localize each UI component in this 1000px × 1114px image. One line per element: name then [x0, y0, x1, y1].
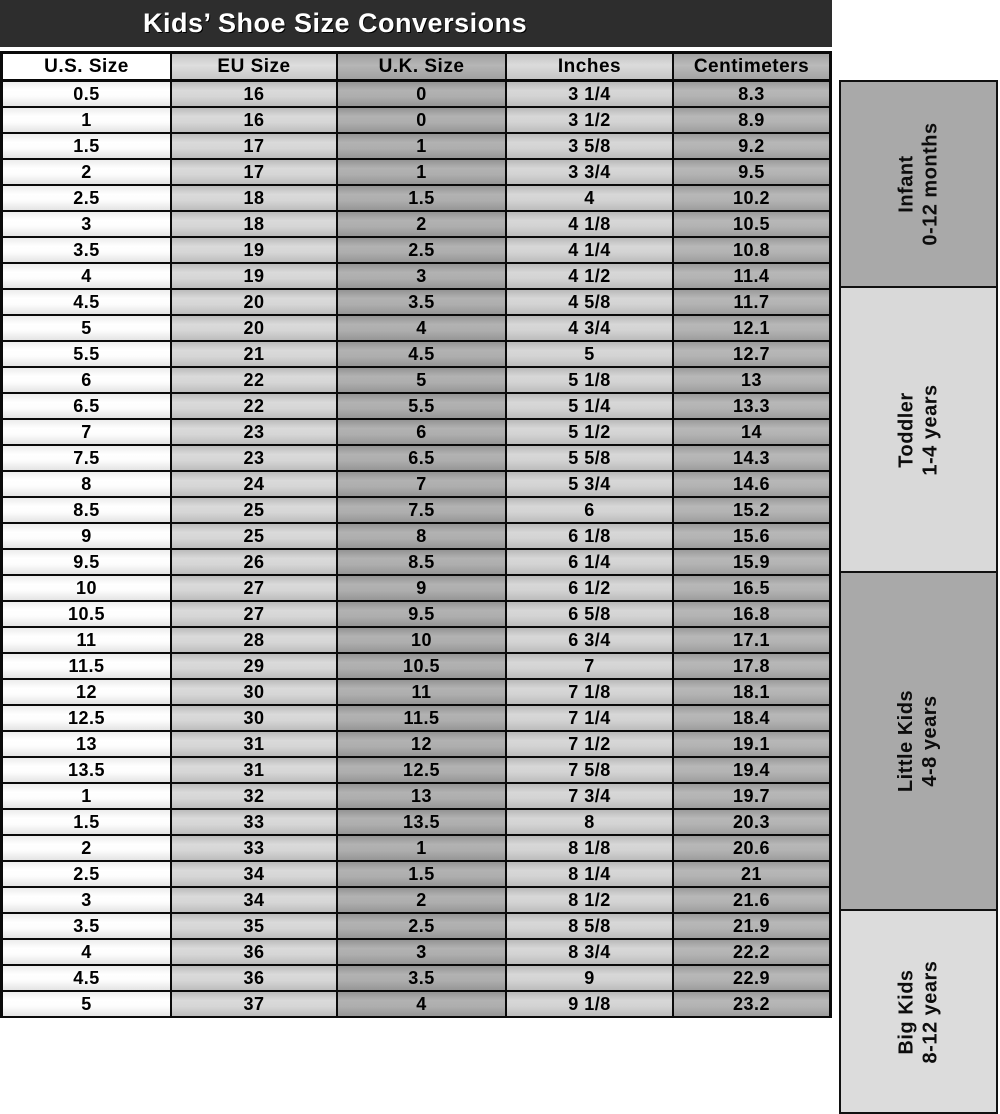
table-cell: 20: [172, 316, 338, 342]
table-cell: 5: [3, 316, 172, 342]
table-cell: 12.7: [674, 342, 829, 368]
table-cell: 4 1/2: [507, 264, 674, 290]
table-cell: 14: [674, 420, 829, 446]
table-cell: 2: [3, 160, 172, 186]
table-cell: 4.5: [338, 342, 507, 368]
table-row: [3, 82, 829, 108]
table-cell: 11: [3, 628, 172, 654]
table-cell: 7.5: [338, 498, 507, 524]
age-group-name: Little Kids: [895, 689, 918, 793]
column-header-eu-size: EU Size: [172, 54, 338, 82]
table-row: [3, 940, 829, 966]
table-row: [3, 758, 829, 784]
table-cell: 8 1/2: [507, 888, 674, 914]
table-cell: 5: [338, 368, 507, 394]
table-cell: 24: [172, 472, 338, 498]
table-cell: 33: [172, 810, 338, 836]
table-cell: 5 1/8: [507, 368, 674, 394]
table-cell: 10.5: [674, 212, 829, 238]
table-cell: 11.7: [674, 290, 829, 316]
table-row: [3, 420, 829, 446]
table-cell: 27: [172, 576, 338, 602]
table-cell: 11.5: [3, 654, 172, 680]
page-title: Kids’ Shoe Size Conversions: [143, 8, 528, 38]
table-cell: 29: [172, 654, 338, 680]
table-cell: 6 5/8: [507, 602, 674, 628]
table-cell: 3: [3, 212, 172, 238]
table-header-row: [3, 54, 829, 82]
table-row: [3, 264, 829, 290]
table-row: [3, 784, 829, 810]
table-row: [3, 290, 829, 316]
table-cell: 10.2: [674, 186, 829, 212]
table-cell: 8 5/8: [507, 914, 674, 940]
table-cell: 4.5: [3, 966, 172, 992]
table-cell: 10.8: [674, 238, 829, 264]
table-row: [3, 160, 829, 186]
table-cell: 36: [172, 940, 338, 966]
table-cell: 3 1/2: [507, 108, 674, 134]
table-cell: 7 1/4: [507, 706, 674, 732]
table-cell: 4: [507, 186, 674, 212]
table-row: [3, 472, 829, 498]
table-cell: 19.1: [674, 732, 829, 758]
table-row: [3, 524, 829, 550]
age-group-range: 8-12 years: [919, 960, 942, 1063]
table-cell: 9.5: [674, 160, 829, 186]
table-cell: 22: [172, 394, 338, 420]
table-cell: 15.6: [674, 524, 829, 550]
table-cell: 5 5/8: [507, 446, 674, 472]
table-cell: 13.5: [338, 810, 507, 836]
table-cell: 23: [172, 446, 338, 472]
table-cell: 13.5: [3, 758, 172, 784]
table-cell: 2.5: [3, 186, 172, 212]
table-cell: 7: [507, 654, 674, 680]
table-cell: 3: [3, 888, 172, 914]
table-cell: 6.5: [338, 446, 507, 472]
table-cell: 10: [338, 628, 507, 654]
table-row: [3, 368, 829, 394]
age-group-label: [895, 384, 943, 475]
table-row: [3, 836, 829, 862]
table-cell: 15.9: [674, 550, 829, 576]
table-cell: 2: [3, 836, 172, 862]
table-cell: 12: [338, 732, 507, 758]
table-cell: 11.5: [338, 706, 507, 732]
column-header-centimeters: Centimeters: [674, 54, 829, 82]
age-group-label: [895, 122, 943, 245]
table-row: [3, 186, 829, 212]
table-row: [3, 576, 829, 602]
conversion-table: [0, 51, 832, 1018]
table-cell: 37: [172, 992, 338, 1018]
age-group-big-kids: [839, 909, 998, 1114]
table-cell: 6: [3, 368, 172, 394]
table-cell: 9: [3, 524, 172, 550]
table-row: [3, 316, 829, 342]
age-group-label: [894, 690, 942, 792]
table-cell: 27: [172, 602, 338, 628]
table-row: [3, 446, 829, 472]
table-cell: 4: [338, 316, 507, 342]
table-cell: 7 1/8: [507, 680, 674, 706]
table-cell: 5.5: [3, 342, 172, 368]
table-cell: 30: [172, 680, 338, 706]
table-row: [3, 992, 829, 1018]
table-cell: 20.3: [674, 810, 829, 836]
table-row: [3, 680, 829, 706]
table-cell: 10.5: [3, 602, 172, 628]
table-cell: 10: [3, 576, 172, 602]
table-cell: 28: [172, 628, 338, 654]
table-cell: 34: [172, 862, 338, 888]
table-cell: 20: [172, 290, 338, 316]
table-cell: 8 1/8: [507, 836, 674, 862]
table-row: [3, 914, 829, 940]
table-cell: 1: [338, 160, 507, 186]
table-cell: 34: [172, 888, 338, 914]
table-cell: 8.5: [3, 498, 172, 524]
table-cell: 0: [338, 82, 507, 108]
column-header-inches: Inches: [507, 54, 674, 82]
table-cell: 18.1: [674, 680, 829, 706]
table-cell: 21: [172, 342, 338, 368]
table-cell: 6 3/4: [507, 628, 674, 654]
table-row: [3, 238, 829, 264]
table-cell: 9.5: [338, 602, 507, 628]
table-cell: 3.5: [338, 290, 507, 316]
table-cell: 3.5: [338, 966, 507, 992]
table-cell: 8 3/4: [507, 940, 674, 966]
table-cell: 7 1/2: [507, 732, 674, 758]
table-cell: 8.9: [674, 108, 829, 134]
table-cell: 15.2: [674, 498, 829, 524]
table-cell: 22: [172, 368, 338, 394]
table-cell: 5: [507, 342, 674, 368]
table-cell: 1: [338, 836, 507, 862]
table-cell: 5.5: [338, 394, 507, 420]
table-cell: 31: [172, 758, 338, 784]
table-cell: 3 5/8: [507, 134, 674, 160]
table-cell: 17: [172, 160, 338, 186]
table-cell: 11: [338, 680, 507, 706]
table-cell: 7: [338, 472, 507, 498]
table-cell: 33: [172, 836, 338, 862]
table-cell: 4.5: [3, 290, 172, 316]
table-cell: 8 1/4: [507, 862, 674, 888]
age-group-range: 1-4 years: [919, 383, 942, 476]
table-cell: 16: [172, 108, 338, 134]
table-cell: 3.5: [3, 914, 172, 940]
table-cell: 21.9: [674, 914, 829, 940]
table-cell: 4: [338, 992, 507, 1018]
table-cell: 21.6: [674, 888, 829, 914]
table-cell: 35: [172, 914, 338, 940]
table-cell: 2.5: [338, 914, 507, 940]
table-row: [3, 108, 829, 134]
table-cell: 14.3: [674, 446, 829, 472]
table-cell: 10.5: [338, 654, 507, 680]
table-cell: 9: [338, 576, 507, 602]
table-cell: 1: [3, 784, 172, 810]
table-cell: 7 5/8: [507, 758, 674, 784]
table-cell: 2: [338, 212, 507, 238]
table-cell: 1: [338, 134, 507, 160]
table-cell: 18.4: [674, 706, 829, 732]
table-cell: 4: [3, 940, 172, 966]
age-group-range: 4-8 years: [919, 695, 942, 787]
table-cell: 6: [507, 498, 674, 524]
table-cell: 3: [338, 940, 507, 966]
table-row: [3, 888, 829, 914]
table-cell: 13: [338, 784, 507, 810]
age-group-name: Infant: [895, 155, 918, 213]
column-header-uk-size: U.K. Size: [338, 54, 507, 82]
table-cell: 25: [172, 524, 338, 550]
table-cell: 17: [172, 134, 338, 160]
table-cell: 4 3/4: [507, 316, 674, 342]
table-cell: 18: [172, 186, 338, 212]
table-cell: 9.5: [3, 550, 172, 576]
table-cell: 5: [3, 992, 172, 1018]
table-row: [3, 654, 829, 680]
table-cell: 20.6: [674, 836, 829, 862]
table-cell: 23.2: [674, 992, 829, 1018]
table-cell: 9: [507, 966, 674, 992]
table-row: [3, 134, 829, 160]
table-row: [3, 498, 829, 524]
table-cell: 36: [172, 966, 338, 992]
age-group-infant: [839, 80, 998, 288]
table-cell: 32: [172, 784, 338, 810]
table-row: [3, 732, 829, 758]
table-cell: 12: [3, 680, 172, 706]
table-cell: 4 5/8: [507, 290, 674, 316]
table-cell: 6 1/4: [507, 550, 674, 576]
table-cell: 7.5: [3, 446, 172, 472]
table-row: [3, 394, 829, 420]
table-cell: 3 3/4: [507, 160, 674, 186]
table-cell: 22.9: [674, 966, 829, 992]
table-cell: 2.5: [338, 238, 507, 264]
age-group-toddler: [839, 286, 998, 573]
table-cell: 30: [172, 706, 338, 732]
age-group-little-kids: [839, 571, 998, 911]
table-cell: 1.5: [338, 862, 507, 888]
table-cell: 1: [3, 108, 172, 134]
table-cell: 25: [172, 498, 338, 524]
table-cell: 5 1/2: [507, 420, 674, 446]
age-group-range: 0-12 months: [919, 122, 942, 246]
table-cell: 19: [172, 238, 338, 264]
table-cell: 18: [172, 212, 338, 238]
table-cell: 0.5: [3, 82, 172, 108]
table-cell: 12.5: [3, 706, 172, 732]
table-cell: 5 1/4: [507, 394, 674, 420]
table-cell: 4 1/8: [507, 212, 674, 238]
table-cell: 9.2: [674, 134, 829, 160]
table-cell: 2.5: [3, 862, 172, 888]
table-cell: 1.5: [3, 134, 172, 160]
table-row: [3, 550, 829, 576]
table-cell: 19.7: [674, 784, 829, 810]
table-cell: 6.5: [3, 394, 172, 420]
table-row: [3, 628, 829, 654]
table-cell: 6: [338, 420, 507, 446]
age-group-name: Toddler: [895, 391, 918, 468]
table-cell: 4 1/4: [507, 238, 674, 264]
table-cell: 0: [338, 108, 507, 134]
table-cell: 13: [674, 368, 829, 394]
table-cell: 8.5: [338, 550, 507, 576]
table-cell: 1.5: [338, 186, 507, 212]
table-row: [3, 862, 829, 888]
table-cell: 31: [172, 732, 338, 758]
table-cell: 6 1/2: [507, 576, 674, 602]
table-cell: 16: [172, 82, 338, 108]
table-cell: 1.5: [3, 810, 172, 836]
table-cell: 3: [338, 264, 507, 290]
table-cell: 12.5: [338, 758, 507, 784]
table-cell: 2: [338, 888, 507, 914]
table-body: [3, 82, 829, 1018]
table-cell: 3.5: [3, 238, 172, 264]
table-cell: 17.1: [674, 628, 829, 654]
table-cell: 9 1/8: [507, 992, 674, 1018]
table-cell: 22.2: [674, 940, 829, 966]
table-row: [3, 810, 829, 836]
table-cell: 8: [3, 472, 172, 498]
table-cell: 16.8: [674, 602, 829, 628]
table-cell: 23: [172, 420, 338, 446]
age-group-name: Big Kids: [895, 968, 918, 1055]
table-cell: 8: [338, 524, 507, 550]
table-cell: 3 1/4: [507, 82, 674, 108]
table-cell: 8: [507, 810, 674, 836]
table-cell: 13.3: [674, 394, 829, 420]
age-group-label: [895, 960, 943, 1063]
table-cell: 5 3/4: [507, 472, 674, 498]
table-cell: 11.4: [674, 264, 829, 290]
table-cell: 16.5: [674, 576, 829, 602]
table-row: [3, 966, 829, 992]
table-cell: 21: [674, 862, 829, 888]
table-cell: 17.8: [674, 654, 829, 680]
table-cell: 7 3/4: [507, 784, 674, 810]
table-row: [3, 602, 829, 628]
table-cell: 19.4: [674, 758, 829, 784]
table-cell: 4: [3, 264, 172, 290]
title-bar: [0, 0, 832, 47]
table-cell: 14.6: [674, 472, 829, 498]
table-cell: 19: [172, 264, 338, 290]
table-cell: 6 1/8: [507, 524, 674, 550]
table-cell: 13: [3, 732, 172, 758]
table-row: [3, 342, 829, 368]
table-row: [3, 706, 829, 732]
table-cell: 8.3: [674, 82, 829, 108]
table-cell: 12.1: [674, 316, 829, 342]
table-row: [3, 212, 829, 238]
column-header-us-size: U.S. Size: [3, 54, 172, 82]
table-cell: 7: [3, 420, 172, 446]
table-cell: 26: [172, 550, 338, 576]
